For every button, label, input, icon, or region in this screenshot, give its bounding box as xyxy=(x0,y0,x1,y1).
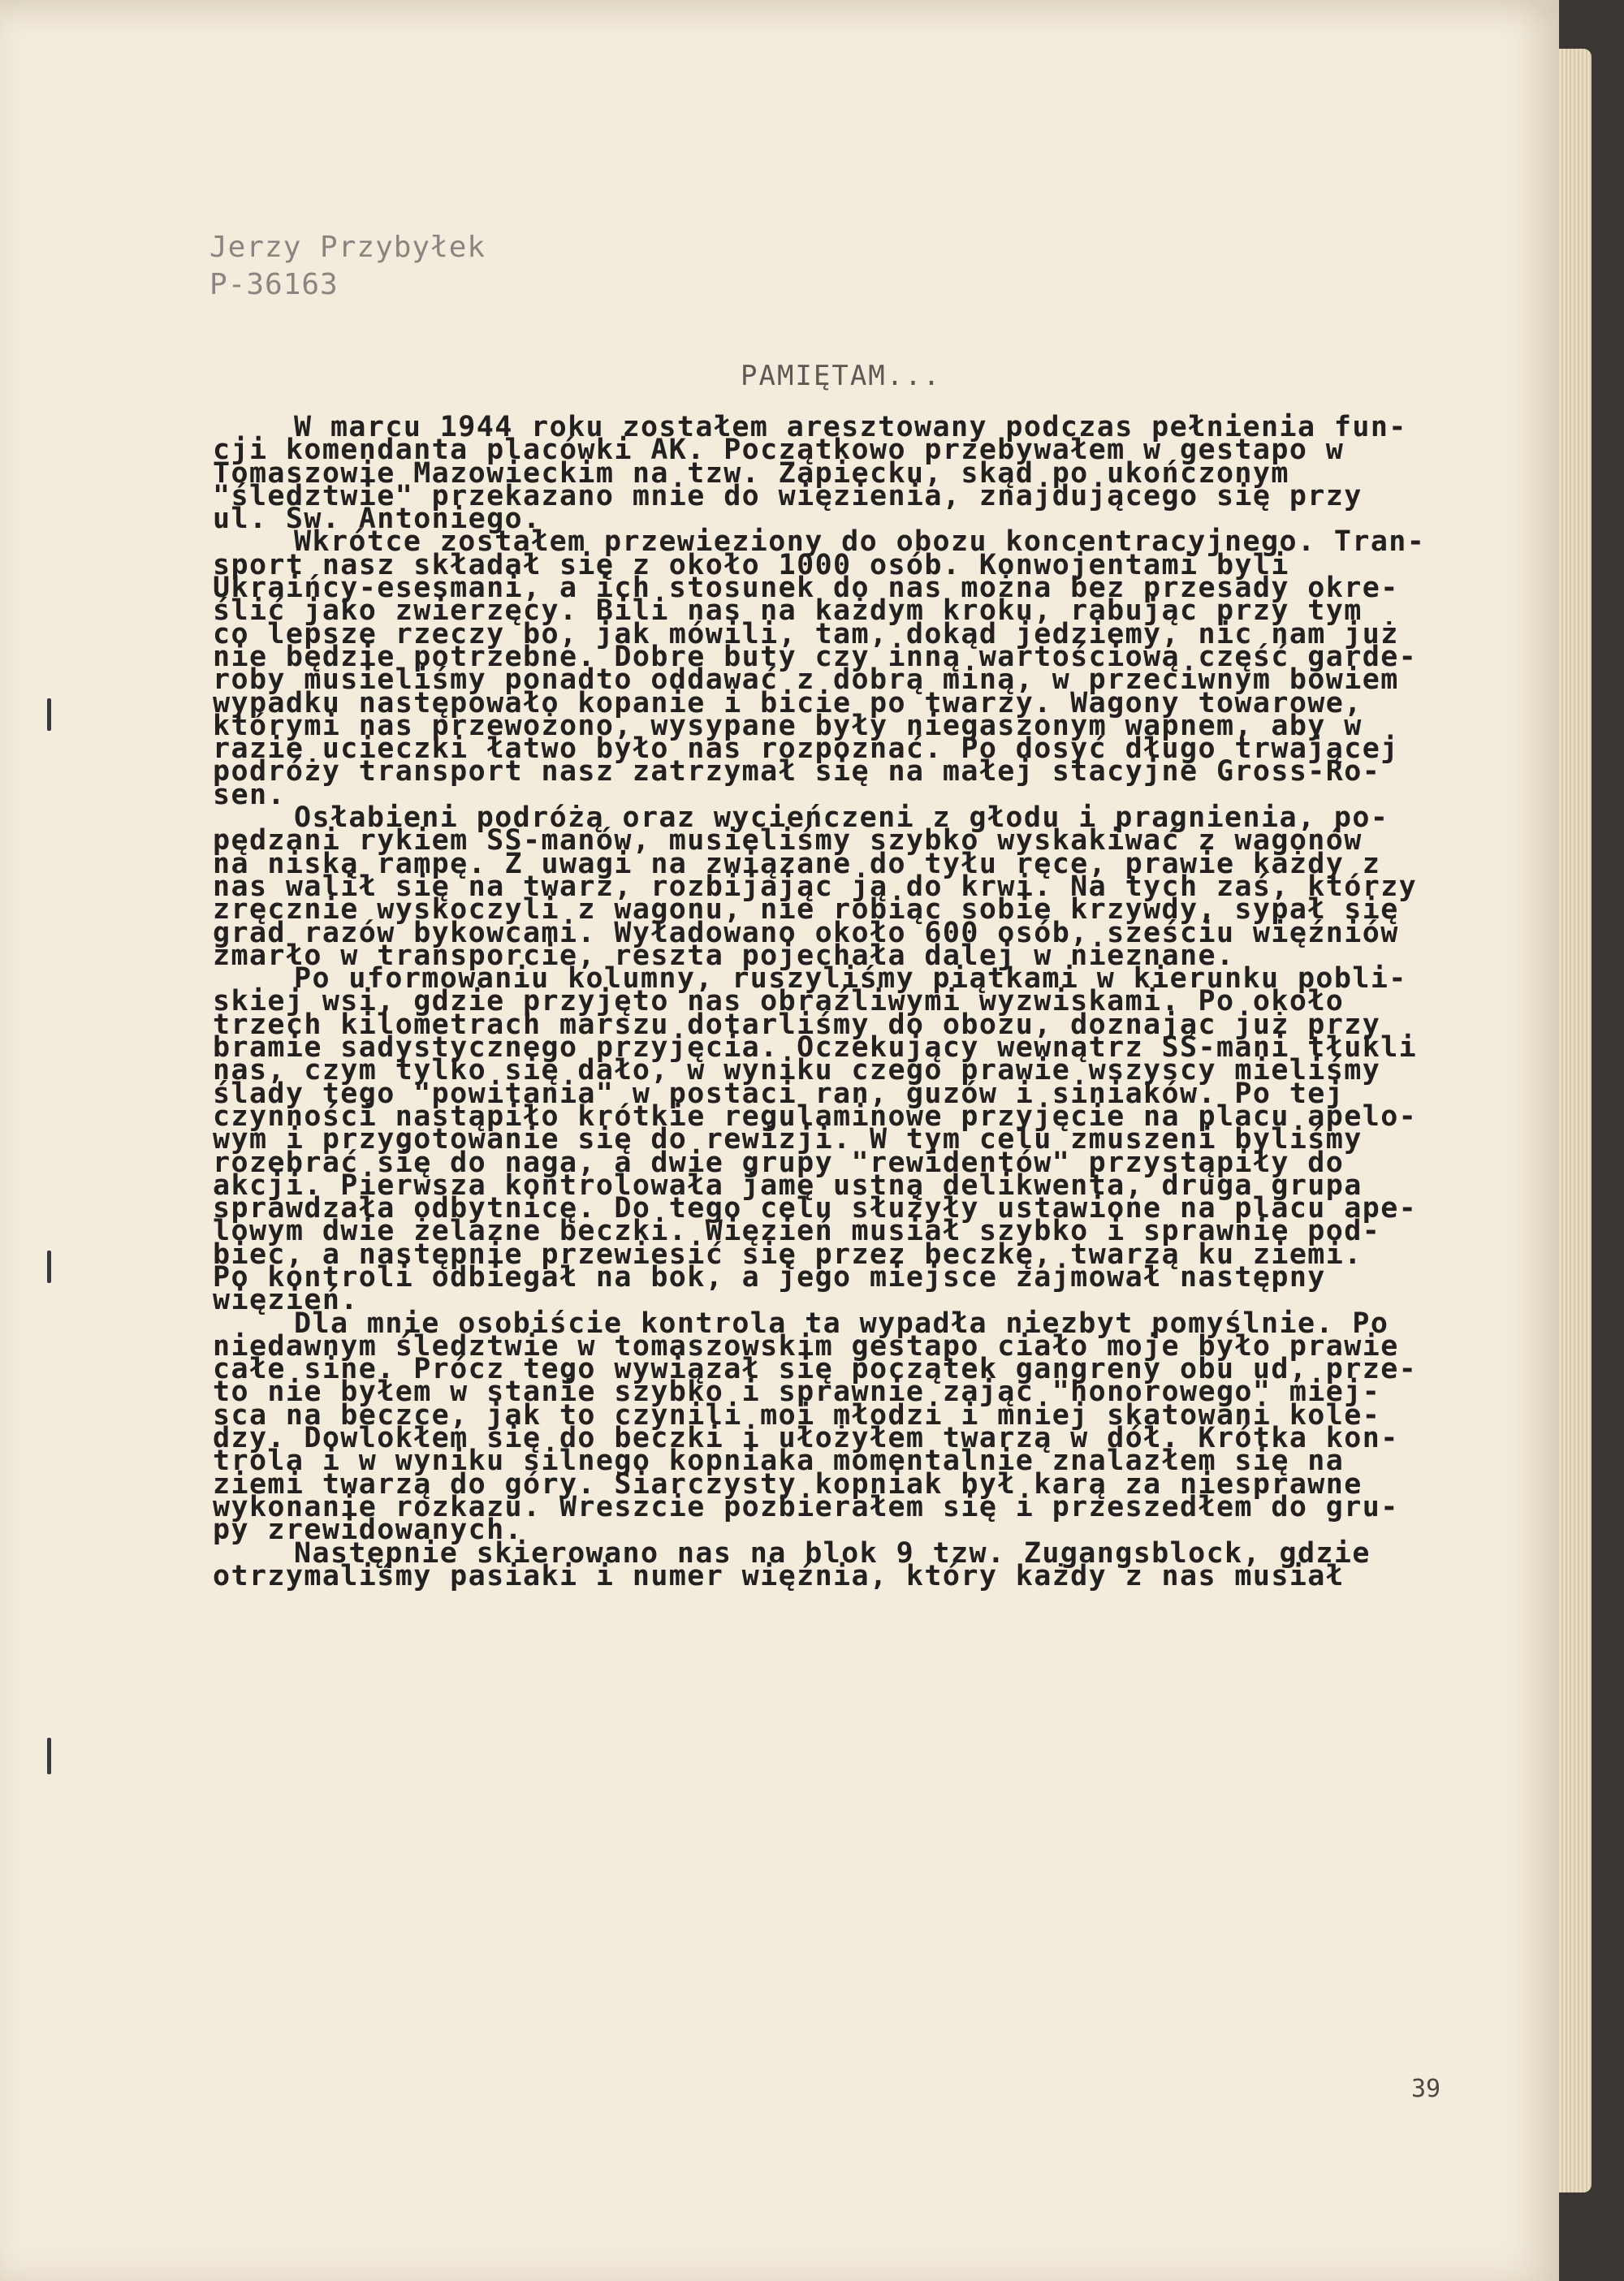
text-line: bramie sadystycznego przyjęcia. Oczekujący wewnątrz SS-mani tłukli xyxy=(213,1031,1418,1065)
text-line: Następnie skierowano nas na blok 9 tzw. Zugangsblock, gdzie xyxy=(294,1536,1371,1570)
text-line: nie będzie potrzebne. Dobre buty czy inną wartościową część garde- xyxy=(213,640,1418,673)
text-line: zręcznie wyskoczyli z wagonu, nie robiąc sobie krzywdy, sypał się xyxy=(213,893,1399,927)
body-text xyxy=(213,411,1455,1592)
text-line: biec, a następnie przewiesić się przez beczkę, twarzą ku ziemi. xyxy=(213,1238,1363,1271)
text-line: ślić jako zwierzęcy. Bili nas na każdym kroku, rabując przy tym xyxy=(213,594,1363,628)
text-line: to nie byłem w stanie szybko i sprawnie zająć "honorowego" miej- xyxy=(213,1376,1381,1409)
binding-mark xyxy=(47,698,51,731)
text-line: trzech kilometrach marszu dotarliśmy do obozu, doznając już przy xyxy=(213,1008,1381,1041)
text-line: całe sine. Prócz tego wywiązał się początek gangreny obu ud, prze- xyxy=(213,1353,1418,1386)
page-number: 39 xyxy=(1411,2075,1441,2103)
text-line: sprawdzała odbytnicę. Do tego celu służyły ustawione na placu ape- xyxy=(213,1192,1418,1225)
text-line: wykonanie rozkazu. Wreszcie pozbierałem się i przeszedłem do gru- xyxy=(213,1490,1399,1523)
text-line: trola i w wyniku silnego kopniaka momentalnie znalazłem się na xyxy=(213,1445,1345,1478)
text-line: razie ucieczki łatwo było nas rozpoznać. Po dosyć długo trwającej xyxy=(213,732,1399,766)
binding-mark xyxy=(47,1251,51,1283)
text-line: Tomaszowie Mazowieckim na tzw. Zapiecku, skąd po ukończonym xyxy=(213,456,1289,490)
text-line: sca na beczce, jak to czynili moi młodzi i mniej skatowani kole- xyxy=(213,1398,1381,1432)
text-line: pędzani rykiem SS-manów, musieliśmy szybko wyskakiwać z wagonów xyxy=(213,824,1363,858)
binding-mark xyxy=(47,1738,51,1774)
text-line: skiej wsi, gdzie przyjęto nas obraźliwymi wyzwiskami. Po około xyxy=(213,985,1345,1018)
text-line: Dla mnie osobiście kontrola ta wypadła niezbyt pomyślnie. Po xyxy=(294,1307,1389,1340)
text-line: którymi nas przewożono, wysypane były niegaszonym wapnem, aby w xyxy=(213,709,1363,742)
text-line: ul. Św. Antoniego. xyxy=(213,503,542,536)
prisoner-number: P-36163 xyxy=(209,268,339,301)
text-line: lowym dwie żelazne beczki. Więzień musiał szybko i sprawnie pod- xyxy=(213,1215,1381,1248)
text-line: na niską rampę. Z uwagi na związane do tyłu ręce, prawie każdy z xyxy=(213,847,1381,880)
text-line: nas walił się na twarz, rozbijając ją do krwi. Na tych zaś, którzy xyxy=(213,870,1418,903)
text-line: Po uformowaniu kolumny, ruszyliśmy piątkami w kierunku pobli- xyxy=(294,962,1407,996)
author-block xyxy=(209,229,486,304)
text-line: grad razów bykowcami. Wyładowano około 600 osób, sześciu więźniów xyxy=(213,916,1399,949)
text-line: ślady tego "powitania" w postaci ran, guzów i siniaków. Po tej xyxy=(213,1077,1345,1110)
text-line: sport nasz składał się z około 1000 osób. Konwojentami byli xyxy=(213,548,1289,581)
text-line: Ukraińcy-esesmani, a ich stosunek do nas można bez przesady okre- xyxy=(213,572,1399,605)
text-line: Osłabieni podróżą oraz wycieńczeni z głodu i pragnienia, po- xyxy=(294,801,1389,835)
text-line: podróży transport nasz zatrzymał się na małej stacyjne Gross-Ro- xyxy=(213,755,1381,788)
text-line: nas, czym tylko się dało, w wyniku czego prawie wszyscy mieliśmy xyxy=(213,1054,1381,1087)
text-line: Wkrótce zostałem przewieziony do obozu koncentracyjnego. Tran- xyxy=(294,525,1426,559)
text-line: zmarło w transporcie, reszta pojechała dalej w nieznane. xyxy=(213,939,1235,972)
page-title: PAMIĘTAM... xyxy=(741,360,942,392)
text-line: wypadku następowało kopanie i bicie po twarzy. Wagony towarowe, xyxy=(213,686,1363,719)
text-line: "śledztwie" przekazano mnie do więzienia, znajdującego się przy xyxy=(213,479,1363,512)
text-line: py zrewidowanych. xyxy=(213,1514,524,1547)
author-name: Jerzy Przybyłek xyxy=(209,231,486,264)
text-line: otrzymaliśmy pasiaki i numer więźnia, który każdy z nas musiał xyxy=(213,1559,1345,1592)
text-line: rozebrać się do naga, a dwie grupy "rewidentów" przystąpiły do xyxy=(213,1146,1345,1179)
text-line: czynności nastąpiło krótkie regulaminowe przyjęcie na placu apelo- xyxy=(213,1099,1418,1133)
text-line: niedawnym śledztwie w tomaszowskim gestapo ciało moje było prawie xyxy=(213,1329,1399,1363)
text-line: W marcu 1944 roku zostałem aresztowany podczas pełnienia fun- xyxy=(294,411,1407,443)
page-edge xyxy=(1559,49,1592,2192)
text-line: ziemi twarzą do góry. Siarczysty kopniak był karą za niesprawne xyxy=(213,1467,1363,1501)
text-line: sen. xyxy=(213,778,286,811)
text-line: Po kontroli odbiegał na bok, a jego miejsce zajmował następny xyxy=(213,1260,1326,1294)
text-line: więzień. xyxy=(213,1284,359,1317)
text-line: co lepsze rzeczy bo, jak mówili, tam, dokąd jedziemy, nic nam już xyxy=(213,617,1399,650)
text-line: cji komendanta placówki AK. Początkowo przebywałem w gestapo w xyxy=(213,434,1345,467)
text-line: roby musieliśmy ponadto oddawać z dobrą miną, w przeciwnym bowiem xyxy=(213,663,1399,697)
text-line: dzy. Dowlokłem się do beczki i ułożyłem twarzą w dół. Krótka kon- xyxy=(213,1422,1399,1455)
text-line: akcji. Pierwsza kontrolowała jamę ustną delikwenta, druga grupa xyxy=(213,1169,1363,1202)
text-line: wym i przygotowanie się do rewizji. W tym celu zmuszeni byliśmy xyxy=(213,1123,1363,1156)
